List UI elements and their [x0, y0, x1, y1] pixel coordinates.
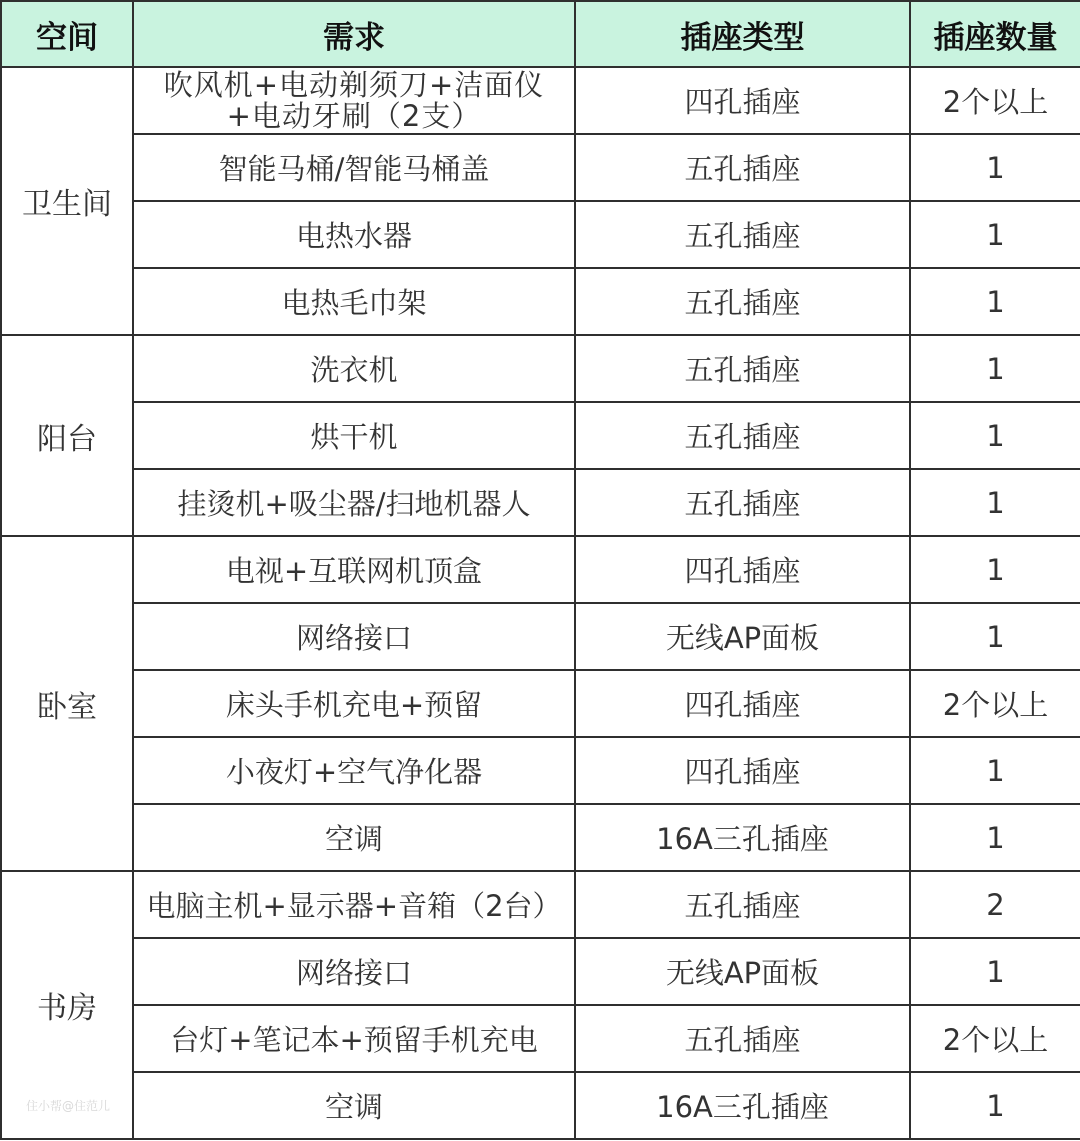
need-cell: 电脑主机+显示器+音箱（2台）: [133, 871, 575, 938]
socket-count-cell: 1: [910, 804, 1080, 871]
need-cell: 网络接口: [133, 938, 575, 1005]
space-cell-bathroom: 卫生间: [1, 67, 133, 335]
table-row: [1, 402, 1080, 469]
space-cell-study: 书房: [1, 871, 133, 1139]
socket-count-cell: 1: [910, 938, 1080, 1005]
need-cell: 网络接口: [133, 603, 575, 670]
table-row: [1, 469, 1080, 536]
socket-count-cell: 2个以上: [910, 670, 1080, 737]
socket-count-cell: 2: [910, 871, 1080, 938]
need-line: +电动牙刷（2支）: [226, 98, 482, 133]
socket-type-cell: 五孔插座: [575, 402, 910, 469]
socket-count-cell: 2个以上: [910, 67, 1080, 134]
socket-type-cell: 五孔插座: [575, 469, 910, 536]
need-cell: 电热水器: [133, 201, 575, 268]
need-cell: 空调: [133, 1072, 575, 1139]
socket-type-cell: 五孔插座: [575, 268, 910, 335]
space-cell-bedroom: 卧室: [1, 536, 133, 871]
table-row: [1, 938, 1080, 1005]
socket-type-cell: 16A三孔插座: [575, 1072, 910, 1139]
table-row: [1, 268, 1080, 335]
table-row: [1, 134, 1080, 201]
table-row: [1, 335, 1080, 402]
socket-type-cell: 四孔插座: [575, 536, 910, 603]
socket-type-cell: 四孔插座: [575, 67, 910, 134]
socket-count-cell: 2个以上: [910, 1005, 1080, 1072]
header-socket-count: 插座数量: [910, 1, 1080, 67]
table-row: [1, 737, 1080, 804]
table-row: [1, 536, 1080, 603]
need-cell: 烘干机: [133, 402, 575, 469]
header-need: 需求: [133, 1, 575, 67]
need-cell: 挂烫机+吸尘器/扫地机器人: [133, 469, 575, 536]
socket-count-cell: 1: [910, 134, 1080, 201]
table-row: [1, 804, 1080, 871]
socket-type-cell: 五孔插座: [575, 134, 910, 201]
socket-count-cell: 1: [910, 1072, 1080, 1139]
socket-count-cell: 1: [910, 469, 1080, 536]
socket-count-cell: 1: [910, 268, 1080, 335]
socket-type-cell: 无线AP面板: [575, 938, 910, 1005]
socket-type-cell: 无线AP面板: [575, 603, 910, 670]
table-row: [1, 201, 1080, 268]
need-cell: 台灯+笔记本+预留手机充电: [133, 1005, 575, 1072]
socket-count-cell: 1: [910, 335, 1080, 402]
need-cell: 智能马桶/智能马桶盖: [133, 134, 575, 201]
socket-type-cell: 四孔插座: [575, 670, 910, 737]
space-cell-balcony: 阳台: [1, 335, 133, 536]
need-cell: [133, 67, 575, 134]
header-space: 空间: [1, 1, 133, 67]
need-cell: 小夜灯+空气净化器: [133, 737, 575, 804]
header-socket-type: 插座类型: [575, 1, 910, 67]
socket-type-cell: 五孔插座: [575, 335, 910, 402]
table-row: [1, 871, 1080, 938]
need-cell: 床头手机充电+预留: [133, 670, 575, 737]
need-line: 吹风机+电动剃须刀+洁面仪: [163, 67, 545, 102]
watermark: 住小帮@住范儿: [26, 1099, 111, 1113]
table-row: [1, 1005, 1080, 1072]
socket-type-cell: 五孔插座: [575, 1005, 910, 1072]
socket-type-cell: 五孔插座: [575, 201, 910, 268]
need-cell: 空调: [133, 804, 575, 871]
socket-count-cell: 1: [910, 603, 1080, 670]
table-row: [1, 603, 1080, 670]
table-row: [1, 1072, 1080, 1139]
socket-type-cell: 五孔插座: [575, 871, 910, 938]
socket-count-cell: 1: [910, 402, 1080, 469]
need-cell: 洗衣机: [133, 335, 575, 402]
socket-count-cell: 1: [910, 201, 1080, 268]
need-cell: 电热毛巾架: [133, 268, 575, 335]
table-row: [1, 670, 1080, 737]
header-row: [1, 1, 1080, 67]
socket-type-cell: 四孔插座: [575, 737, 910, 804]
socket-type-cell: 16A三孔插座: [575, 804, 910, 871]
need-cell: 电视+互联网机顶盒: [133, 536, 575, 603]
table-row: [1, 67, 1080, 134]
socket-count-cell: 1: [910, 536, 1080, 603]
socket-count-cell: 1: [910, 737, 1080, 804]
